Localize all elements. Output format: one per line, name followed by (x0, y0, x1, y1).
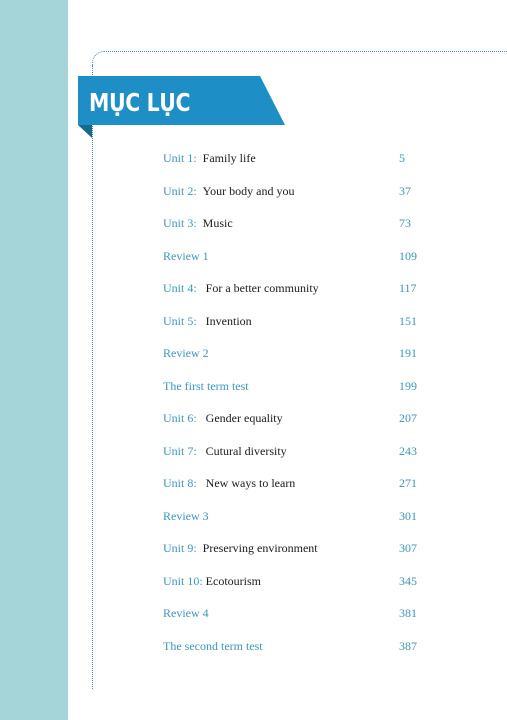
toc-entry[interactable] (163, 441, 433, 474)
toc-entry-page-number: 37 (399, 183, 411, 198)
toc-entry-label: The second term test (163, 638, 263, 653)
toc-entry[interactable] (163, 376, 433, 409)
toc-entry-gap (197, 281, 206, 295)
toc-entry-title: Cutural diversity (205, 443, 287, 458)
toc-entry-page-number: 381 (399, 606, 417, 620)
toc-entry-label: Review 1 (163, 248, 209, 263)
toc-entry-gap (197, 411, 206, 425)
toc-entry-page-number: 199 (399, 378, 417, 393)
heading-banner (78, 76, 288, 140)
table-of-contents (163, 148, 433, 668)
toc-entry[interactable] (163, 538, 433, 571)
dotted-frame-corner (92, 51, 107, 66)
toc-entry[interactable] (163, 181, 433, 214)
toc-entry[interactable] (163, 343, 433, 376)
toc-entry-page-number: 73 (399, 216, 411, 230)
toc-entry-page-number: 109 (399, 248, 417, 263)
toc-entry-gap (197, 476, 206, 490)
page-title: MỤC LỤC (89, 88, 191, 117)
toc-entry-title: Family life (202, 151, 256, 165)
toc-entry-title: Your body and you (202, 183, 295, 198)
toc-entry-page-number: 243 (399, 443, 417, 458)
toc-entry-page-number: 271 (399, 476, 417, 490)
toc-entry-title: Invention (205, 313, 252, 328)
toc-entry-page-number: 387 (399, 638, 417, 653)
toc-entry-label: Unit 2: (163, 183, 197, 198)
toc-entry-page-number: 307 (399, 541, 417, 555)
toc-entry[interactable] (163, 506, 433, 539)
toc-entry-label: Unit 6: (163, 411, 197, 425)
side-color-band (0, 0, 68, 720)
toc-entry[interactable] (163, 278, 433, 311)
toc-entry-label: The first term test (163, 378, 249, 393)
toc-entry-page-number: 191 (399, 346, 417, 360)
toc-entry-label: Unit 3: (163, 216, 197, 230)
toc-entry-label: Unit 5: (163, 313, 197, 328)
toc-entry-label: Unit 1: (163, 151, 197, 165)
toc-entry[interactable] (163, 246, 433, 279)
toc-entry-title: Music (202, 216, 233, 230)
toc-entry-page-number: 301 (399, 508, 417, 523)
toc-entry[interactable] (163, 148, 433, 181)
toc-entry-page-number: 345 (399, 573, 417, 588)
toc-entry-label: Review 2 (163, 346, 209, 360)
dotted-frame-top (104, 51, 507, 52)
toc-entry[interactable] (163, 636, 433, 669)
toc-entry-page-number: 207 (399, 411, 417, 425)
toc-entry-title: Ecotourism (205, 573, 261, 588)
toc-entry[interactable] (163, 311, 433, 344)
toc-entry-gap (197, 314, 206, 328)
toc-entry-page-number: 5 (399, 151, 405, 165)
toc-entry-page-number: 151 (399, 313, 417, 328)
toc-entry[interactable] (163, 213, 433, 246)
toc-entry-page-number: 117 (399, 281, 417, 295)
toc-entry-gap (197, 444, 206, 458)
toc-entry-label: Unit 9: (163, 541, 197, 555)
toc-entry[interactable] (163, 571, 433, 604)
toc-entry[interactable] (163, 603, 433, 636)
dotted-frame-left (92, 64, 93, 689)
toc-entry-label: Unit 10: (163, 573, 203, 588)
toc-entry-title: Gender equality (205, 411, 283, 425)
toc-entry-title: New ways to learn (205, 476, 296, 490)
toc-entry-title: Preserving environment (202, 541, 318, 555)
toc-entry-label: Unit 8: (163, 476, 197, 490)
toc-entry[interactable] (163, 473, 433, 506)
toc-entry-label: Review 3 (163, 508, 209, 523)
toc-entry[interactable] (163, 408, 433, 441)
toc-entry-label: Unit 4: (163, 281, 197, 295)
toc-entry-label: Unit 7: (163, 443, 197, 458)
toc-entry-label: Review 4 (163, 606, 209, 620)
toc-entry-title: For a better community (205, 281, 319, 295)
